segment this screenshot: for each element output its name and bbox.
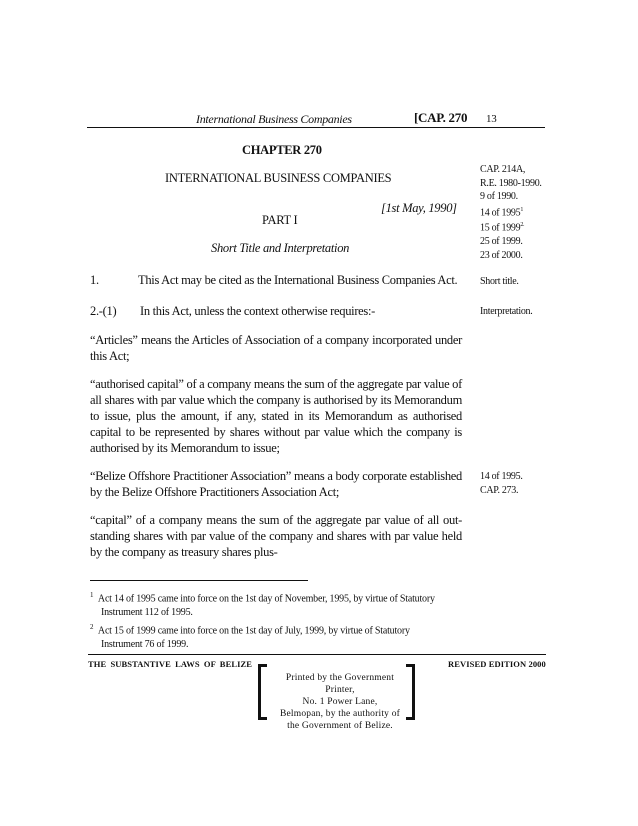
footer-left-title: THE SUBSTANTIVE LAWS OF BELIZE — [88, 659, 253, 669]
part-heading: PART I — [262, 213, 298, 227]
footer-rule — [88, 654, 546, 655]
legislative-history-note — [480, 163, 542, 262]
chapter-heading: CHAPTER 270 — [242, 143, 322, 157]
footnote-separator — [90, 580, 308, 581]
history-line: 14 of 1995$^1$ — [480, 206, 524, 218]
footnote-2: $^2$ Act 15 of 1999 came into force on the 1st day of July, 1999, by virtue of Statutory Instrument 76 of 1999. — [90, 623, 410, 651]
imprint-line: Belmopan, by the authority of — [279, 709, 401, 719]
margin-practitioners-ref — [480, 470, 523, 497]
footnote-1: $^1$ Act 14 of 1995 came into force on the 1st day of November, 1995, by virtue of Statutory Instrument 112 of 1995. — [90, 591, 435, 619]
margin-short-title: Short title. — [480, 276, 519, 287]
history-line: 25 of 1999. — [480, 236, 523, 248]
history-line: 15 of $1999^{2.}$ — [480, 222, 525, 234]
history-line: CAP. 214A, — [480, 164, 526, 175]
definition-articles: “Articles” means the Articles of Association of a company incorporated under this Act; — [90, 333, 462, 363]
printer-imprint — [270, 672, 410, 732]
margin-ref-line: 14 of 1995. — [480, 471, 523, 482]
header-rule — [87, 127, 545, 128]
section-1-text: This Act may be cited as the International Business Companies Act. — [138, 273, 458, 287]
imprint-line: No. 1 Power Lane, — [302, 697, 378, 707]
definition-belize-practitioner-association: “Belize Offshore Practitioner Association” means a body corporate established by the Belize Offshore Practitioners Association Act; — [90, 469, 462, 499]
left-bracket — [258, 664, 267, 720]
commencement-date: [1st May, 1990] — [381, 201, 457, 215]
page-number: 13 — [486, 113, 497, 125]
definition-authorised-capital: “authorised capital” of a company means the sum of the aggregate par value of all shares with par value which the company is authorised by its Memorandum to issue, plus the amount, if any, stated in its Memorandum as authorised capital to be represented by shares without par value which the company is authorised by its Memorandum to issue; — [90, 377, 462, 455]
cap-reference: [CAP. 270 — [414, 110, 468, 125]
section-1-number: 1. — [90, 273, 99, 287]
act-title: INTERNATIONAL BUSINESS COMPANIES — [165, 171, 392, 185]
right-bracket — [406, 664, 415, 720]
part-subtitle: Short Title and Interpretation — [211, 241, 350, 255]
definition-capital: “capital” of a company means the sum of the aggregate par value of all out-standing shares with par value of the company and shares with par value held by the company as treasury shares plus- — [90, 513, 462, 559]
history-line: R.E. 1980-1990. — [480, 177, 542, 189]
imprint-line: Printed by the Government Printer, — [285, 673, 395, 695]
history-line: 9 of 1990. — [480, 191, 518, 202]
section-2-number: 2.-(1) — [90, 304, 117, 318]
margin-ref-line: CAP. 273. — [480, 484, 519, 496]
imprint-line: the Government of Belize. — [287, 721, 393, 731]
footer-edition: REVISED EDITION 2000 — [448, 659, 546, 669]
running-title: International Business Companies — [196, 112, 352, 126]
history-line: 23 of 2000. — [480, 249, 523, 261]
margin-interpretation: Interpretation. — [480, 306, 533, 317]
section-2-text: In this Act, unless the context otherwise requires:- — [140, 304, 376, 318]
